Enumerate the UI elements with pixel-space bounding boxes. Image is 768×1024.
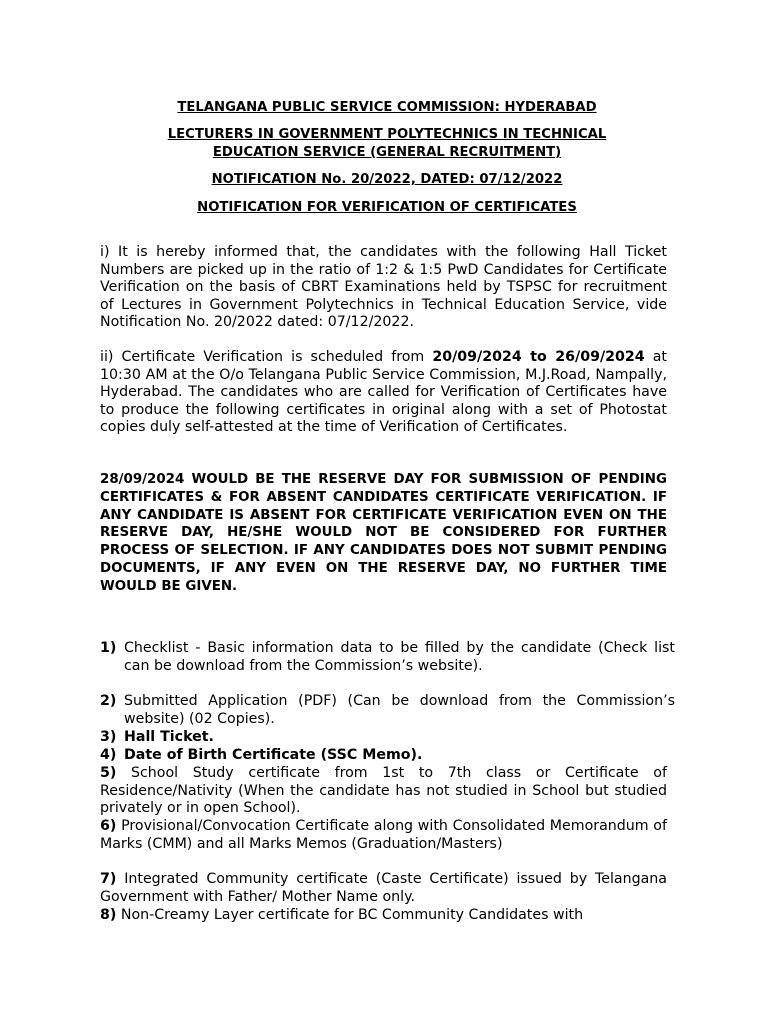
list-item-text: Integrated Community certificate (Caste Certificate) issued by Telangana Government with Father/ Mother Name only. xyxy=(100,871,667,905)
list-item-text: School Study certificate from 1st to 7th class or Certificate of Residence/Nativity (When the candidate has not studied in School but studied privately or in open School). xyxy=(100,765,667,817)
list-item-text: Provisional/Convocation Certificate along with Consolidated Memorandum of Marks (CMM) and all Marks Memos (Graduation/Masters) xyxy=(100,818,667,852)
list-item xyxy=(100,640,675,675)
post-title-line2: EDUCATION SERVICE (GENERAL RECRUITMENT) xyxy=(212,145,562,160)
list-item-number: 1) xyxy=(100,640,117,656)
post-title-line1: LECTURERS IN GOVERNMENT POLYTECHNICS IN TECHNICAL xyxy=(167,127,607,142)
reserve-day-notice: 28/09/2024 WOULD BE THE RESERVE DAY FOR SUBMISSION OF PENDING CERTIFICATES & FOR ABSENT CANDIDATES CERTIFICATE VERIFICATION. IF ANY CANDIDATE IS ABSENT FOR CERTIFICATE VERIFICATION EVEN ON THE RESERVE DAY, HE/SHE WOULD NOT BE CONSIDERED FOR FURTHER PROCESS OF SELECTION. IF ANY CANDIDATES DOES NOT SUBMIT PENDING DOCUMENTS, IF ANY EVEN ON THE RESERVE DAY, NO FURTHER TIME WOULD BE GIVEN. xyxy=(100,472,667,594)
list-item-text: Non-Creamy Layer certificate for BC Community Candidates with xyxy=(120,907,584,923)
list-item-number: 7) xyxy=(100,871,117,887)
list-item xyxy=(100,693,675,728)
list-item xyxy=(100,818,667,853)
paragraph-2-suffix: at 10:30 AM at the O/o Telangana Public Service Commission, M.J.Road, Nampally, Hyderabad. The candidates who are called for Verification of Certificates have to produce the following certificates in original along with a set of Photostat copies duly self-attested at the time of Verification of Certificates. xyxy=(100,349,667,436)
list-item xyxy=(100,765,667,818)
list-item xyxy=(100,729,675,747)
verification-date-range: 20/09/2024 to 26/09/2024 xyxy=(432,349,645,365)
paragraph-2-prefix: ii) Certificate Verification is scheduled from xyxy=(100,349,433,365)
list-item-number: 4) xyxy=(100,747,117,763)
list-item-number: 5) xyxy=(100,765,117,781)
list-item xyxy=(100,907,667,925)
list-item-text: Date of Birth Certificate (SSC Memo). xyxy=(124,747,423,763)
paragraph-1: i) It is hereby informed that, the candidates with the following Hall Ticket Numbers are picked up in the ratio of 1:2 & 1:5 PwD Candidates for Certificate Verification on the basis of CBRT Examinations held by TSPSC for recruitment of Lectures in Government Polytechnics in Technical Education Service, vide Notification No. 20/2022 dated: 07/12/2022. xyxy=(100,244,667,331)
list-item xyxy=(100,747,675,765)
list-item-text: Checklist - Basic information data to be filled by the candidate (Check list can be download from the Commission’s website). xyxy=(124,640,675,674)
list-item-text: Hall Ticket. xyxy=(124,729,214,745)
list-item-number: 2) xyxy=(100,693,117,709)
notification-subject: NOTIFICATION FOR VERIFICATION OF CERTIFICATES xyxy=(197,200,577,215)
list-item-number: 6) xyxy=(100,818,117,834)
list-item-number: 8) xyxy=(100,907,117,923)
notification-number: NOTIFICATION No. 20/2022, DATED: 07/12/2022 xyxy=(211,172,563,187)
paragraph-2 xyxy=(100,349,667,437)
list-item xyxy=(100,871,667,906)
list-item-text: Submitted Application (PDF) (Can be download from the Commission’s website) (02 Copies). xyxy=(124,693,675,727)
list-item-number: 3) xyxy=(100,729,117,745)
commission-title: TELANGANA PUBLIC SERVICE COMMISSION: HYDERABAD xyxy=(177,100,597,115)
